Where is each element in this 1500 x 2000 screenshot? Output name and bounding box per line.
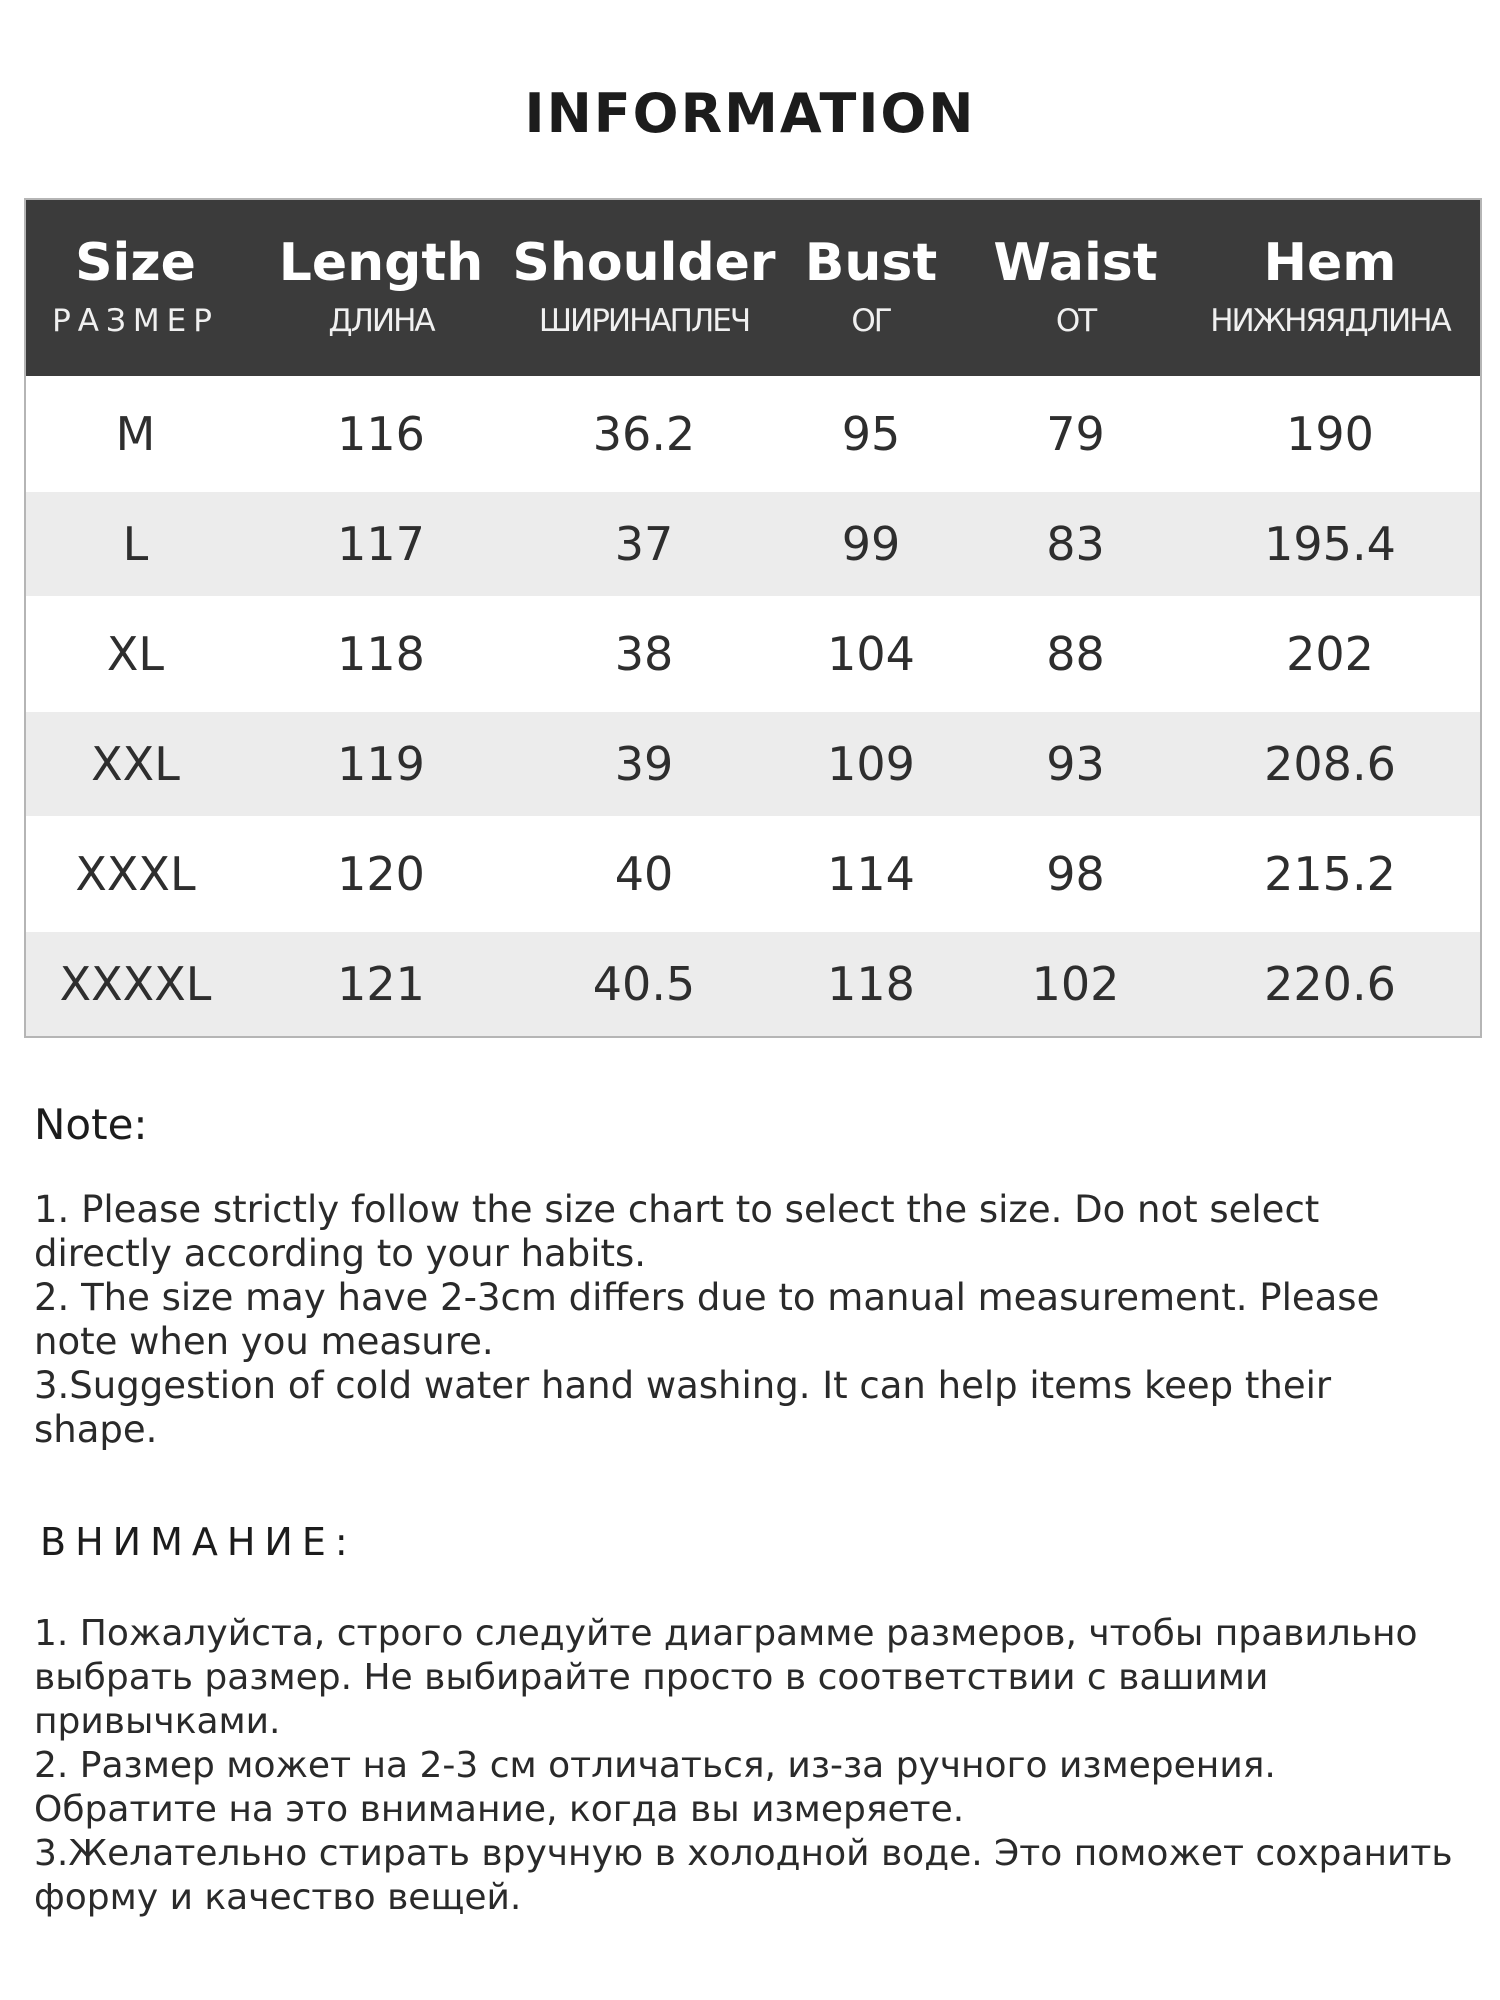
table-row [26,816,1480,932]
cell-hem: 202 [1286,627,1374,681]
header-label-ru: НИЖНЯЯДЛИНА [1210,303,1450,339]
header-label-en: Size [75,233,196,293]
table-row [26,376,1480,492]
header-bust [771,200,971,376]
header-length [245,200,517,376]
cell-length: 117 [337,517,425,571]
cell-bust: 109 [827,737,915,791]
ru-note-heading: ВНИМАНИЕ: [40,1520,357,1564]
cell-bust: 95 [841,407,901,461]
ru-note-item: 3.Желательно стирать вручную в холодной воде. Это поможет сохранить форму и качество вещей. [34,1833,1453,1918]
table-row [26,932,1480,1036]
page-title: INFORMATION [524,82,976,145]
cell-shoulder: 40 [614,847,674,901]
cell-bust: 118 [827,957,915,1011]
header-label-en: Length [278,233,484,293]
cell-bust: 104 [827,627,915,681]
cell-size: XL [106,627,165,681]
table-header-row [26,200,1480,376]
ru-note-item: 1. Пожалуйста, строго следуйте диаграмме размеров, чтобы правильно выбрать размер. Не выбирайте просто в соответствии с вашими привычками. [34,1613,1418,1742]
header-waist [971,200,1180,376]
cell-size: XXXL [75,847,196,901]
cell-waist: 79 [1046,407,1105,461]
cell-waist: 102 [1031,957,1120,1011]
cell-size: XXL [91,737,180,791]
cell-shoulder: 40.5 [592,957,696,1011]
header-label-en: Hem [1263,233,1397,293]
cell-hem: 195.4 [1264,517,1396,571]
cell-length: 118 [337,627,425,681]
cell-waist: 98 [1046,847,1105,901]
cell-length: 116 [337,407,425,461]
cell-shoulder: 39 [614,737,674,791]
cell-length: 119 [337,737,425,791]
header-label-ru: ДЛИНА [328,303,434,339]
cell-shoulder: 36.2 [592,407,696,461]
cell-hem: 190 [1286,407,1374,461]
header-shoulder [512,200,776,376]
table-row [26,492,1480,596]
note-item: 2. The size may have 2-3cm differs due to manual measurement. Please note when you measure. [34,1276,1380,1363]
header-size [26,200,245,376]
ru-note-list [34,1612,1454,1920]
cell-bust: 114 [827,847,915,901]
cell-waist: 93 [1046,737,1105,791]
table-row [26,596,1480,712]
cell-waist: 83 [1046,517,1105,571]
cell-length: 121 [337,957,425,1011]
table-row [26,712,1480,816]
header-label-ru: ОГ [851,303,891,339]
note-heading: Note: [34,1100,148,1149]
header-label-en: Waist [993,233,1158,293]
note-item: 3.Suggestion of cold water hand washing. It can help items keep their shape. [34,1364,1332,1451]
cell-shoulder: 37 [614,517,674,571]
size-chart-table [24,198,1482,1038]
note-list [34,1188,1454,1452]
cell-shoulder: 38 [614,627,674,681]
note-item: 1. Please strictly follow the size chart to select the size. Do not select directly according to your habits. [34,1188,1320,1275]
header-label-ru: ШИРИНАПЛЕЧ [538,303,750,339]
cell-bust: 99 [841,517,901,571]
cell-size: XXXXL [59,957,212,1011]
header-label-ru: РАЗМЕР [52,303,219,339]
cell-size: M [115,407,156,461]
header-label-en: Shoulder [512,233,776,293]
header-label-ru: ОТ [1055,303,1096,339]
cell-size: L [122,517,149,571]
cell-length: 120 [337,847,425,901]
cell-hem: 220.6 [1264,957,1396,1011]
ru-note-item: 2. Размер может на 2-3 см отличаться, из-за ручного измерения. Обратите на это внимание, когда вы измеряете. [34,1745,1276,1830]
cell-hem: 215.2 [1264,847,1396,901]
cell-waist: 88 [1046,627,1105,681]
header-label-en: Bust [804,233,938,293]
header-hem [1180,200,1480,376]
cell-hem: 208.6 [1264,737,1396,791]
